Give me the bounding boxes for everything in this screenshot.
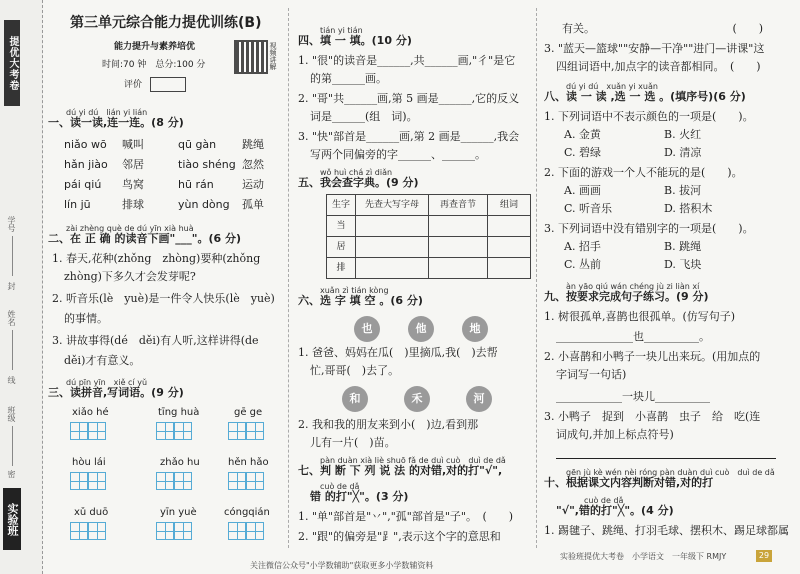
q6-pinyin: xuǎn zì tián kòng — [320, 286, 389, 295]
q9-answer-line[interactable]: ______________也__________。 — [556, 330, 710, 343]
q6-sentence: 忙,哥哥( )去了。 — [310, 364, 400, 377]
q7-item: 1. "单"部首是"丷","孤"部首是"子"。 ( ) — [298, 510, 514, 523]
q9-question: 字词写一句话) — [556, 368, 627, 381]
q3-pinyin-word: yīn yuè — [160, 507, 197, 518]
q7-item: 3. "蓝天—篮球""安静—干净""进门—讲课"这 — [544, 42, 765, 55]
q3-pinyin-word: tīng huà — [158, 407, 200, 418]
q1-pinyin: dú yi dú lián yi lián — [66, 108, 148, 117]
table-row — [327, 258, 531, 279]
side-line — [12, 426, 13, 466]
carry-line: 有关。 ( ) — [562, 22, 764, 35]
binding-strip — [0, 0, 43, 574]
q9-pinyin: àn yāo qiú wán chéng jù zi liàn xí — [566, 282, 700, 291]
writing-grid[interactable] — [70, 522, 88, 540]
char-badge: 和 — [342, 386, 368, 412]
writing-grid[interactable] — [156, 522, 174, 540]
q4-line: 3. "快"部首是______画,第 2 画是______,我会 — [298, 130, 520, 143]
writing-grid[interactable] — [174, 472, 192, 490]
q10-title2: "√",错的打"╳"。(4 分) — [556, 504, 674, 517]
writing-grid[interactable] — [156, 472, 174, 490]
q1-word: 鸟窝 — [122, 178, 144, 191]
q1-word: 喊叫 — [122, 138, 144, 151]
writing-grid[interactable] — [88, 422, 106, 440]
q9-answer-blank[interactable] — [556, 448, 776, 459]
table-row — [327, 237, 531, 258]
q6-sentence: 儿有一片( )苗。 — [310, 436, 396, 449]
q2-line: 3. 讲故事得(dé děi)有人听,这样讲得(de — [52, 334, 259, 347]
q7-pinyin: pàn duàn xià liè shuō fǎ de duì cuò duì de dǎ — [320, 456, 506, 465]
q1-title: 一、读一读,连一连。(8 分) — [48, 116, 184, 129]
q9-question: 1. 树很孤单,喜鹊也很孤单。(仿写句子) — [544, 310, 736, 323]
q1-word: 跳绳 — [242, 138, 264, 151]
time-score: 时间:70 钟 总分:100 分 — [102, 60, 206, 70]
q1-word: 孤单 — [242, 198, 264, 211]
q6-title: 六、选 字 填 空 。(6 分) — [298, 294, 423, 307]
q7-item: 四组词语中,加点字的读音都相同。 ( ) — [556, 60, 761, 73]
q6-sentence: 1. 爸爸、妈妈在瓜( )里摘瓜,我( )去帮 — [298, 346, 498, 359]
q1-word: hū rán — [178, 178, 214, 191]
writing-grid[interactable] — [246, 422, 264, 440]
side-line — [12, 330, 13, 370]
q8-option[interactable]: D. 飞块 — [664, 258, 702, 271]
q8-option[interactable]: B. 跳绳 — [664, 240, 702, 253]
table-header: 生字 — [327, 195, 356, 216]
q9-title: 九、按要求完成句子练习。(9 分) — [544, 290, 709, 303]
q4-title: 四、填 一 填。(10 分) — [298, 34, 412, 47]
q2-line: zhòng)下多久才会发芽呢? — [64, 270, 196, 283]
q3-pinyin-word: cóngqián — [224, 507, 270, 518]
q3-pinyin-word: gē ge — [234, 407, 263, 418]
q5-title: 五、我会查字典。(9 分) — [298, 176, 419, 189]
side-label-line: 线 — [7, 376, 16, 384]
writing-grid[interactable] — [156, 422, 174, 440]
char-badge: 河 — [466, 386, 492, 412]
q1-word: qū gàn — [178, 138, 217, 151]
qr-label: 视频讲解 — [269, 42, 277, 70]
q8-question: 1. 下列词语中不表示颜色的一项是( )。 — [544, 110, 754, 123]
q1-word: tiào shéng — [178, 158, 236, 171]
writing-grid[interactable] — [246, 522, 264, 540]
char-badge: 禾 — [404, 386, 430, 412]
qr-code-icon[interactable] — [234, 40, 268, 74]
q8-option[interactable]: C. 听音乐 — [564, 202, 613, 215]
q1-word: hǎn jiào — [64, 158, 108, 171]
table-row — [327, 216, 531, 237]
writing-grid[interactable] — [70, 472, 88, 490]
q1-word: pái qiú — [64, 178, 102, 191]
q7-item: 2. "跟"的偏旁是"⻊",表示这个字的意思和 — [298, 530, 501, 543]
q4-line: 1. "很"的读音是______,共______画,"彳"是它 — [298, 54, 516, 67]
q1-word: 运动 — [242, 178, 264, 191]
char-badge: 他 — [408, 316, 434, 342]
writing-grid[interactable] — [70, 422, 88, 440]
side-label-class: 班级 — [7, 406, 16, 422]
q4-pinyin: tián yi tián — [320, 26, 363, 35]
q9-question: 3. 小鸭子 捉到 小喜鹊 虫子 给 吃(连 — [544, 410, 761, 423]
q1-word: lín jū — [64, 198, 91, 211]
q2-line: 1. 春天,花种(zhǒng zhòng)要种(zhǒng — [52, 252, 261, 265]
q8-option[interactable]: D. 搭积木 — [664, 202, 713, 215]
q3-pinyin-word: xǔ duō — [74, 507, 109, 518]
q10-pinyin: gēn jù kè wén nèi róng pàn duàn duì cuò duì de dǎ — [566, 468, 775, 477]
q8-option[interactable]: A. 画画 — [564, 184, 601, 197]
table-cell: 排 — [327, 258, 356, 279]
q2-line: 2. 听音乐(lè yuè)是一件令人快乐(lè yuè) — [52, 292, 275, 305]
writing-grid[interactable] — [88, 522, 106, 540]
q6-sentence: 2. 我和我的朋友来到小( )边,看到那 — [298, 418, 479, 431]
writing-grid[interactable] — [228, 522, 246, 540]
side-label-secret: 密 — [7, 470, 16, 478]
writing-grid[interactable] — [228, 422, 246, 440]
q10-pinyin2: cuò de dǎ — [584, 496, 624, 505]
table-cell: 居 — [327, 237, 356, 258]
page-subtitle: 能力提升与素养培优 — [114, 42, 196, 52]
q2-title: 二、在 正 确 的读音下画"___"。(6 分) — [48, 232, 241, 245]
q9-question: 词成句,并加上标点符号) — [556, 428, 674, 441]
q8-option[interactable]: A. 招手 — [564, 240, 601, 253]
writing-grid[interactable] — [246, 472, 264, 490]
dictionary-table — [326, 194, 531, 279]
q4-line: 词是______(组 词)。 — [310, 110, 418, 123]
q8-option[interactable]: C. 丛前 — [564, 258, 602, 271]
q7-pinyin2: cuò de dǎ — [320, 482, 360, 491]
q8-option[interactable]: B. 火红 — [664, 128, 702, 141]
logo-vertical: 实验班 — [3, 488, 21, 550]
writing-grid[interactable] — [228, 472, 246, 490]
q9-answer-line[interactable]: ____________一块儿__________ — [556, 390, 710, 403]
side-line — [12, 236, 13, 276]
page-title: 第三单元综合能力提优训练(B) — [70, 15, 262, 31]
q9-question: 2. 小喜鹊和小鸭子一块儿出来玩。(用加点的 — [544, 350, 761, 363]
q10-title: 十、根据课文内容判断对错,对的打 — [544, 476, 714, 489]
q3-pinyin-word: xiǎo hé — [72, 407, 109, 418]
q8-option[interactable]: C. 碧绿 — [564, 146, 602, 159]
side-label-name: 姓名 — [7, 310, 16, 326]
q7-title2: 错 的打"╳"。(3 分) — [310, 490, 409, 503]
q3-title: 三、读拼音,写词语。(9 分) — [48, 386, 184, 399]
q4-line: 2. "哥"共______画,第 5 画是______,它的反义 — [298, 92, 520, 105]
eval-label: 评价 — [124, 80, 143, 90]
writing-grid[interactable] — [88, 472, 106, 490]
q3-pinyin-word: zhǎo hu — [160, 457, 200, 468]
q1-word: 排球 — [122, 198, 144, 211]
side-label-number: 学号 — [7, 216, 16, 232]
q3-pinyin-word: hòu lái — [72, 457, 106, 468]
q4-line: 写两个同偏旁的字______、______。 — [310, 148, 486, 161]
side-label-seal: 封 — [7, 282, 16, 290]
q2-line: děi)才有意义。 — [64, 354, 141, 367]
q8-option[interactable]: D. 清凉 — [664, 146, 702, 159]
q1-word: 邻居 — [122, 158, 144, 171]
q10-item: 1. 踢毽子、跳绳、打羽毛球、摆积木、踢足球都属 — [544, 524, 789, 537]
q8-option[interactable]: A. 金黄 — [564, 128, 601, 141]
table-header: 组词 — [488, 195, 531, 216]
writing-grid[interactable] — [174, 422, 192, 440]
q8-question: 3. 下列词语中没有错别字的一项是( )。 — [544, 222, 754, 235]
table-header: 先查大写字母 — [356, 195, 429, 216]
q5-pinyin: wǒ huì chá zì diǎn — [320, 168, 393, 177]
q8-title: 八、读 一 读 ,选 一 选 。(填序号)(6 分) — [544, 90, 746, 103]
q2-pinyin: zài zhèng què de dú yīn xià huà — [66, 224, 194, 233]
writing-grid[interactable] — [174, 522, 192, 540]
brand-vertical: 提优大考卷 — [4, 20, 20, 106]
q4-line: 的第______画。 — [310, 72, 387, 85]
table-header: 再查音节 — [429, 195, 488, 216]
q1-word: yùn dòng — [178, 198, 230, 211]
q2-line: 的事情。 — [64, 312, 108, 325]
column-divider — [288, 8, 289, 548]
footer-left: 关注微信公众号"小学数辅助"获取更多小学数辅资料 — [250, 561, 434, 570]
char-badge: 也 — [354, 316, 380, 342]
table-cell: 当 — [327, 216, 356, 237]
q8-pinyin: dú yi dú xuǎn yi xuǎn — [566, 82, 658, 91]
page-number: 29 — [756, 550, 772, 562]
q1-word: niǎo wō — [64, 138, 107, 151]
q7-title: 七、判 断 下 列 说 法 的对错,对的打"√", — [298, 464, 503, 477]
q1-word: 忽然 — [242, 158, 264, 171]
q8-question: 2. 下面的游戏一个人不能玩的是( )。 — [544, 166, 743, 179]
q8-option[interactable]: B. 拔河 — [664, 184, 702, 197]
q3-pinyin: dú pīn yīn xiě cí yǔ — [66, 378, 148, 387]
eval-box[interactable] — [150, 77, 186, 92]
char-badge: 地 — [462, 316, 488, 342]
footer-right: 实验班提优大考卷 小学语文 一年级下 RMJY — [560, 552, 727, 561]
q3-pinyin-word: hěn hǎo — [228, 457, 269, 468]
column-divider — [536, 8, 537, 548]
